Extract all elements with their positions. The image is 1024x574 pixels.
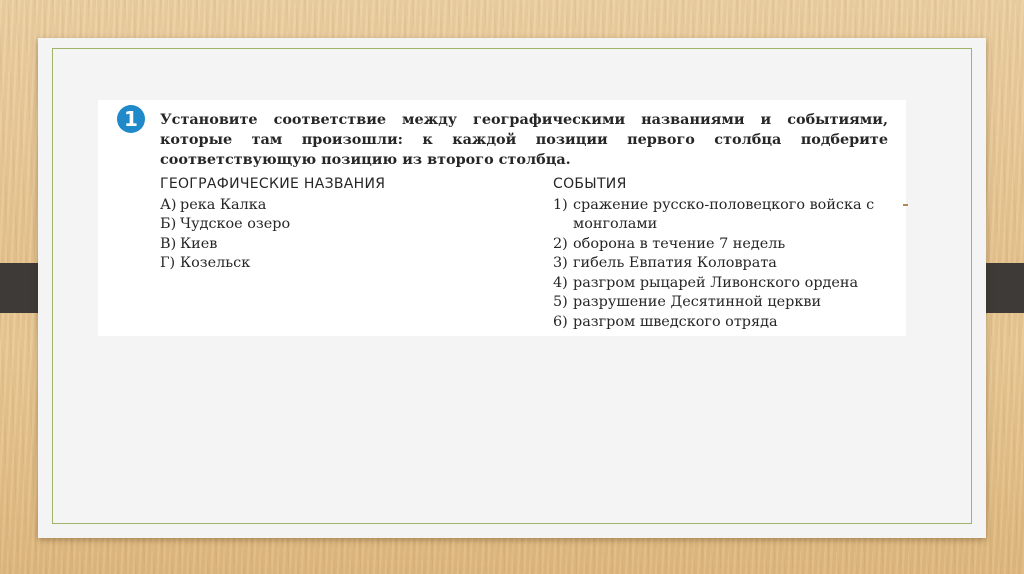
item-marker: А) xyxy=(160,196,177,213)
item-marker: 5) xyxy=(553,294,568,310)
list-item xyxy=(553,313,898,333)
item-marker: 3) xyxy=(553,255,568,271)
item-marker: Б) xyxy=(160,216,177,232)
list-item xyxy=(553,196,898,235)
item-label: Чудское озеро xyxy=(180,216,291,232)
item-label: оборона в течение 7 недель xyxy=(573,235,786,252)
list-item xyxy=(553,254,898,274)
item-label: сражение русско-половецкого войска с монголами xyxy=(573,196,875,232)
list-item xyxy=(160,235,490,255)
events-header: СОБЫТИЯ xyxy=(553,176,627,192)
geographic-names-list xyxy=(160,196,490,274)
geographic-names-header: ГЕОГРАФИЧЕСКИЕ НАЗВАНИЯ xyxy=(160,176,386,192)
item-label: разрушение Десятинной церкви xyxy=(573,294,822,310)
list-item xyxy=(160,215,490,235)
item-label: гибель Евпатия Коловрата xyxy=(573,255,777,271)
item-label: разгром рыцарей Ливонского ордена xyxy=(573,274,859,291)
events-list xyxy=(553,196,898,333)
geographic-names-column xyxy=(160,175,490,274)
list-item xyxy=(553,274,898,294)
item-marker: 6) xyxy=(553,313,568,330)
list-item xyxy=(553,235,898,255)
item-marker: 4) xyxy=(553,274,568,291)
item-marker: 1) xyxy=(553,196,568,213)
item-marker: 2) xyxy=(553,235,568,252)
decorative-dash xyxy=(903,204,908,206)
task-instruction: Установите соответствие между географическими названиями и событиями, которые там произошли: к каждой позиции первого столбца подберите соответствующую позицию из второго столбца. xyxy=(160,111,888,168)
list-item xyxy=(553,293,898,313)
item-marker: В) xyxy=(160,235,177,252)
task-number-badge: 1 xyxy=(117,105,145,133)
item-label: Козельск xyxy=(180,255,251,271)
item-label: река Калка xyxy=(180,196,267,213)
events-column xyxy=(553,175,898,332)
item-marker: Г) xyxy=(160,255,176,271)
item-label: Киев xyxy=(180,235,218,252)
list-item xyxy=(160,254,490,274)
list-item xyxy=(160,196,490,216)
item-label: разгром шведского отряда xyxy=(573,313,778,330)
